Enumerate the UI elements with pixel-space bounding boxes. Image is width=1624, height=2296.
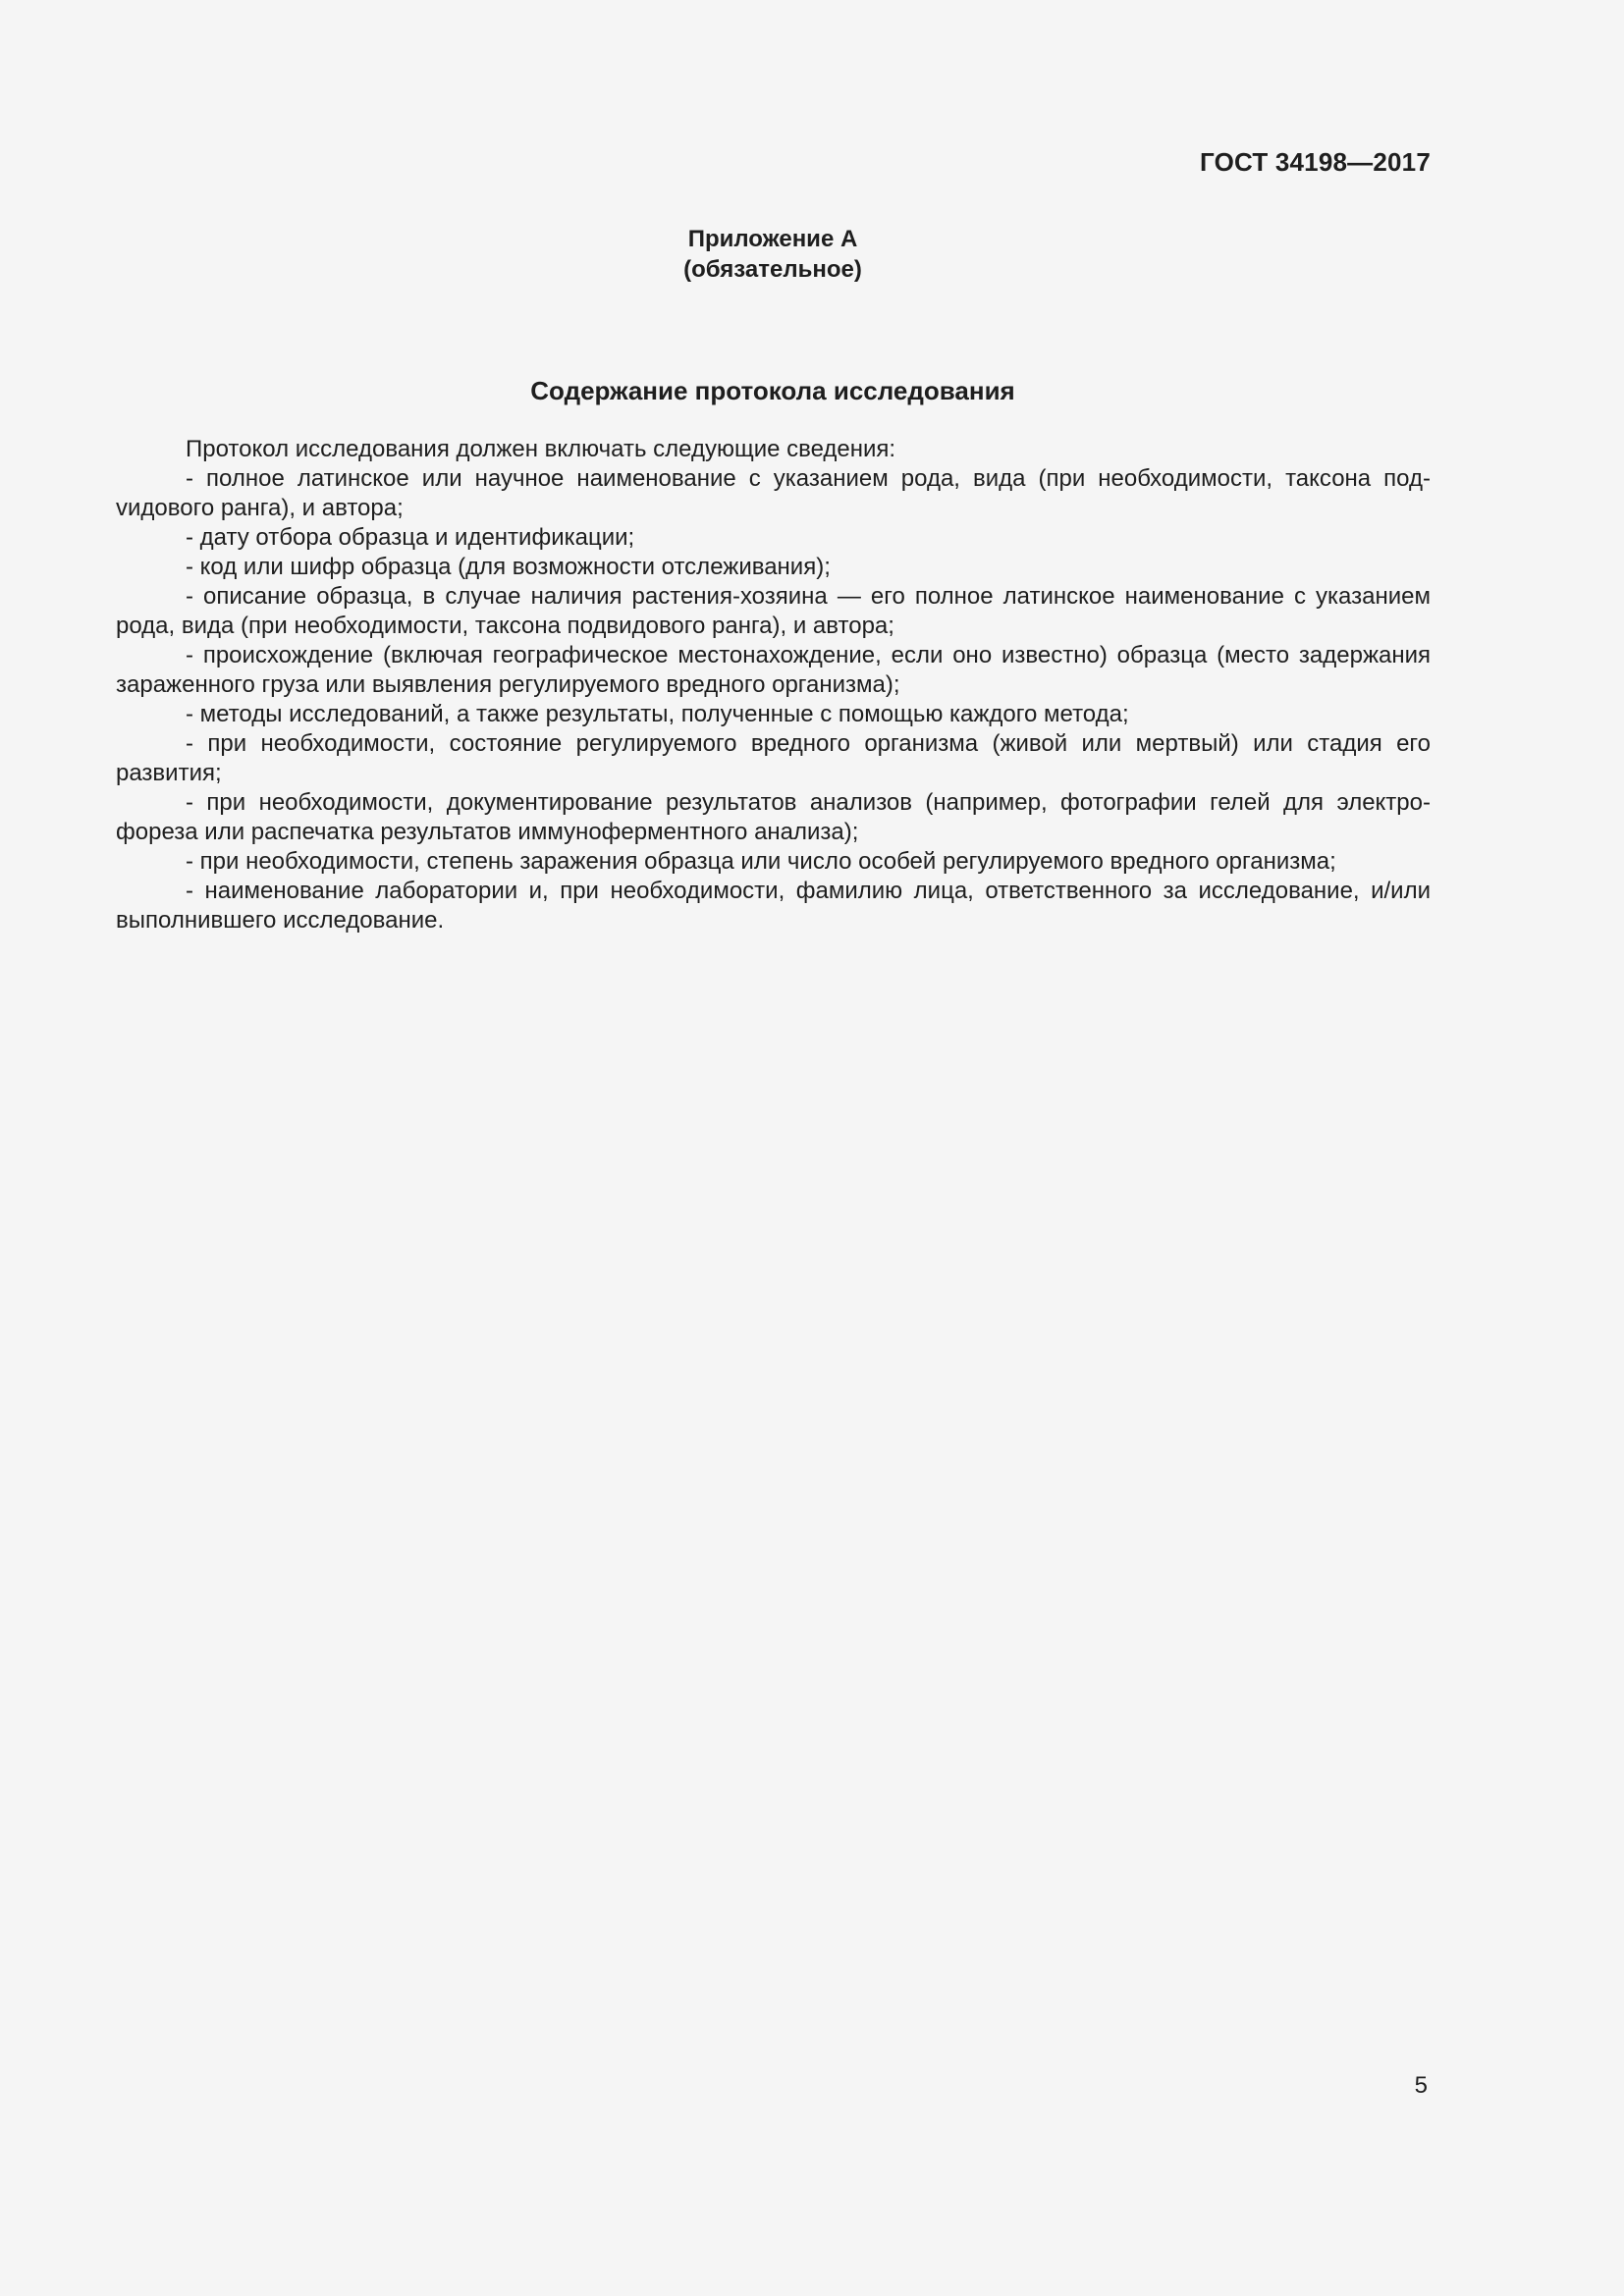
- list-item: - при необходимости, документирование результатов анализов (например, фотографии гелей для электрофореза или распечатка результатов иммуноферментного анализа);: [116, 789, 1431, 845]
- list-item: - описание образца, в случае наличия растения-хозяина — его полное латинское наименование с указанием рода, вида (при необходимости, таксона подвидового ранга), и автора;: [116, 583, 1431, 639]
- list-item: - происхождение (включая географическое местонахождение, если оно известно) образца (место задержания зараженного груза или выявления регулируемого вредного организма);: [116, 642, 1431, 698]
- page-number: 5: [1414, 2072, 1428, 2099]
- intro-paragraph: Протокол исследования должен включать следующие сведения:: [186, 436, 896, 462]
- section-title: Содержание протокола исследования: [530, 376, 1015, 405]
- appendix-status: (обязательное): [683, 256, 862, 283]
- list-item: - методы исследований, а также результаты, полученные с помощью каждого метода;: [186, 701, 1129, 727]
- list-item: - дату отбора образца и идентификации;: [186, 524, 635, 551]
- list-item: - код или шифр образца (для возможности отслеживания);: [186, 554, 831, 580]
- appendix-heading: [0, 224, 1545, 285]
- list-item: - наименование лаборатории и, при необходимости, фамилию лица, ответственного за исследование, и/или выполнившего исследование.: [116, 878, 1431, 934]
- appendix-title: Приложение А: [687, 226, 858, 252]
- list-item: - при необходимости, состояние регулируемого вредного организма (живой или мертвый) или стадия его развития;: [116, 730, 1431, 786]
- list-item: - полное латинское или научное наименование с указанием рода, вида (при необходимости, таксона подvидового ранга), и автора;: [116, 465, 1431, 521]
- document-body: [116, 435, 1431, 935]
- list-item: - при необходимости, степень заражения образца или число особей регулируемого вредного организма;: [186, 848, 1336, 875]
- standard-number: ГОСТ 34198—2017: [1200, 147, 1431, 177]
